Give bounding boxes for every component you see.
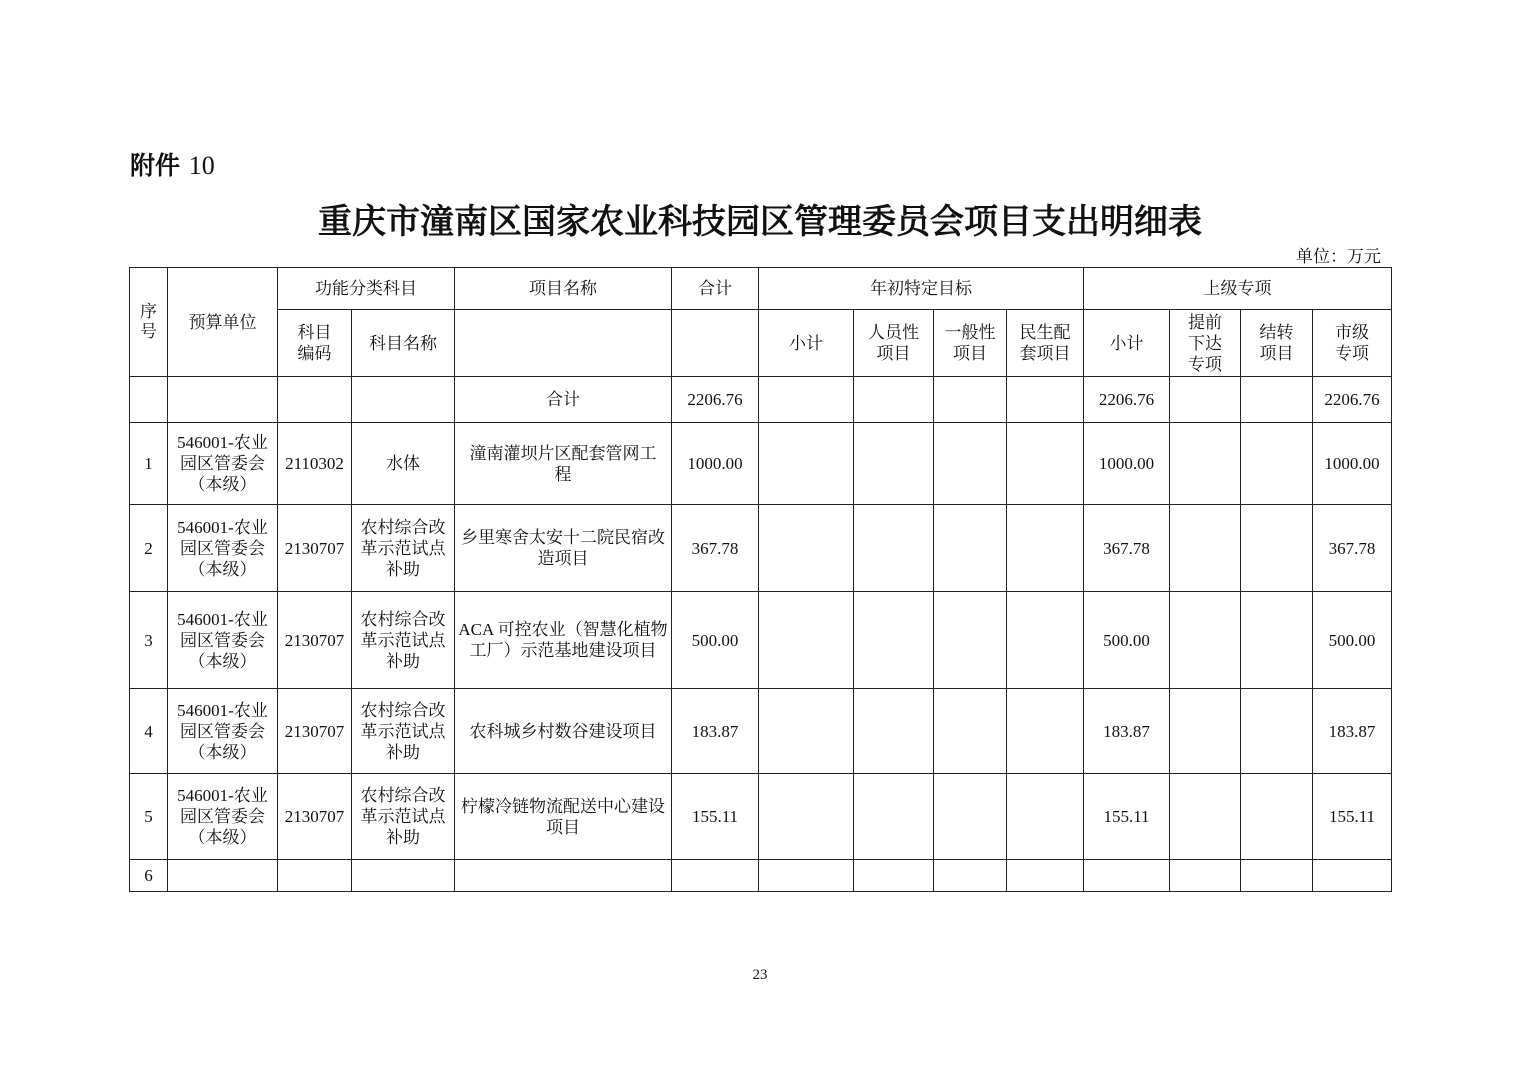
header-project-name: 项目名称 xyxy=(455,268,672,310)
row-subject: 农村综合改革示范试点补助 xyxy=(352,592,455,689)
row-unit: 546001-农业园区管委会（本级） xyxy=(168,689,278,774)
row-subject: 农村综合改革示范试点补助 xyxy=(352,774,455,860)
row-code: 2130707 xyxy=(278,505,352,592)
row-code: 2110302 xyxy=(278,423,352,505)
header-subject-name: 科目名称 xyxy=(352,310,455,377)
total-row-superior-subtotal: 2206.76 xyxy=(1084,377,1170,423)
row-code: 2130707 xyxy=(278,774,352,860)
row-city: 1000.00 xyxy=(1313,423,1392,505)
header-annual-subtotal: 小计 xyxy=(759,310,854,377)
table-row xyxy=(130,423,1392,505)
row-seq: 3 xyxy=(130,592,168,689)
document-title: 重庆市潼南区国家农业科技园区管理委员会项目支出明细表 xyxy=(318,202,1202,242)
total-row xyxy=(130,377,1392,423)
header-advance: 提前下达专项 xyxy=(1170,310,1241,377)
row-seq: 5 xyxy=(130,774,168,860)
row-project: 潼南灌坝片区配套管网工程 xyxy=(455,423,672,505)
header-superior-subtotal: 小计 xyxy=(1084,310,1170,377)
row-project: 柠檬冷链物流配送中心建设项目 xyxy=(455,774,672,860)
row-superior-subtotal: 1000.00 xyxy=(1084,423,1170,505)
row-total: 367.78 xyxy=(672,505,759,592)
row-subject: 水体 xyxy=(352,423,455,505)
row-project: 农科城乡村数谷建设项目 xyxy=(455,689,672,774)
table-row xyxy=(130,592,1392,689)
header-carryover: 结转项目 xyxy=(1241,310,1313,377)
row-total: 500.00 xyxy=(672,592,759,689)
header-general: 一般性项目 xyxy=(934,310,1007,377)
row-superior-subtotal: 500.00 xyxy=(1084,592,1170,689)
row-code: 2130707 xyxy=(278,689,352,774)
header-total: 合计 xyxy=(672,268,759,310)
row-code: 2130707 xyxy=(278,592,352,689)
row-seq: 6 xyxy=(130,860,168,892)
row-seq: 2 xyxy=(130,505,168,592)
header-city: 市级专项 xyxy=(1313,310,1392,377)
row-total: 1000.00 xyxy=(672,423,759,505)
total-row-label: 合计 xyxy=(455,377,672,423)
table-row xyxy=(130,689,1392,774)
expenditure-table xyxy=(129,267,1392,892)
header-project-name-blank xyxy=(455,310,672,377)
header-annual-targets: 年初特定目标 xyxy=(759,268,1084,310)
total-row-city: 2206.76 xyxy=(1313,377,1392,423)
row-city: 500.00 xyxy=(1313,592,1392,689)
row-subject: 农村综合改革示范试点补助 xyxy=(352,505,455,592)
attachment-label: 附件 10 xyxy=(130,151,215,180)
row-superior-subtotal: 367.78 xyxy=(1084,505,1170,592)
table-row xyxy=(130,860,1392,892)
header-row-2 xyxy=(130,310,1392,377)
header-livelihood: 民生配套项目 xyxy=(1007,310,1084,377)
row-superior-subtotal: 183.87 xyxy=(1084,689,1170,774)
header-budget-unit: 预算单位 xyxy=(168,268,278,377)
header-personnel: 人员性项目 xyxy=(854,310,934,377)
table-row xyxy=(130,774,1392,860)
row-superior-subtotal: 155.11 xyxy=(1084,774,1170,860)
page-number: 23 xyxy=(752,967,768,983)
row-project: ACA 可控农业（智慧化植物工厂）示范基地建设项目 xyxy=(455,592,672,689)
row-city: 367.78 xyxy=(1313,505,1392,592)
header-superior: 上级专项 xyxy=(1084,268,1392,310)
row-unit: 546001-农业园区管委会（本级） xyxy=(168,774,278,860)
header-total-blank xyxy=(672,310,759,377)
row-total: 155.11 xyxy=(672,774,759,860)
unit-note: 单位：万元 xyxy=(1296,247,1381,266)
row-city: 183.87 xyxy=(1313,689,1392,774)
total-row-total: 2206.76 xyxy=(672,377,759,423)
header-row-1 xyxy=(130,268,1392,310)
row-unit: 546001-农业园区管委会（本级） xyxy=(168,505,278,592)
row-project: 乡里寒舍太安十二院民宿改造项目 xyxy=(455,505,672,592)
row-total: 183.87 xyxy=(672,689,759,774)
header-func-class: 功能分类科目 xyxy=(278,268,455,310)
header-seq: 序号 xyxy=(130,268,168,377)
row-unit: 546001-农业园区管委会（本级） xyxy=(168,592,278,689)
header-subject-code: 科目编码 xyxy=(278,310,352,377)
row-unit: 546001-农业园区管委会（本级） xyxy=(168,423,278,505)
row-seq: 1 xyxy=(130,423,168,505)
row-city: 155.11 xyxy=(1313,774,1392,860)
table-row xyxy=(130,505,1392,592)
row-seq: 4 xyxy=(130,689,168,774)
row-subject: 农村综合改革示范试点补助 xyxy=(352,689,455,774)
